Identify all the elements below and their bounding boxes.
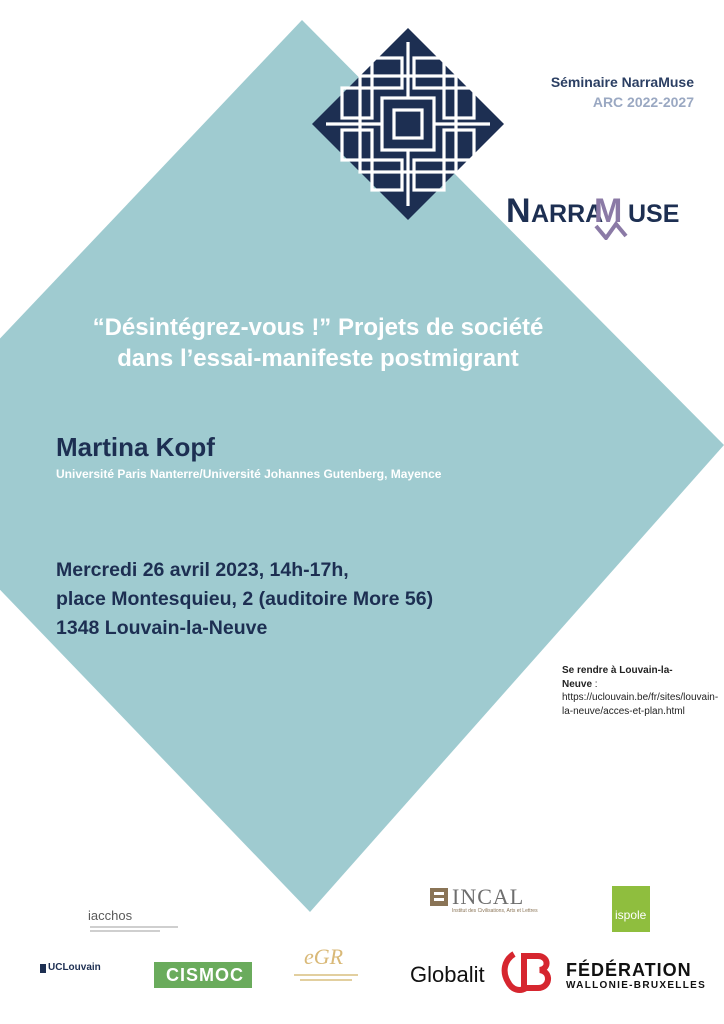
talk-title-line1: “Désintégrez-vous !” Projets de société xyxy=(92,314,544,341)
access-url[interactable]: https://uclouvain.be/fr/sites/louvain-la-neuve/acces-et-plan.html xyxy=(562,692,719,717)
narramuse-logo xyxy=(506,184,696,240)
speaker-name: Martina Kopf xyxy=(56,432,215,462)
event-city-line: 1348 Louvain-la-Neuve xyxy=(56,617,268,639)
narramuse-logo-n: N xyxy=(506,192,531,230)
uclouvain-logo-text: UCLouvain xyxy=(48,962,101,973)
event-details xyxy=(56,556,433,643)
cismoc-logo-text: CISMOC xyxy=(166,965,244,985)
speaker-affiliation: Université Paris Nanterre/Université Johannes Gutenberg, Mayence xyxy=(56,467,442,481)
egr-logo xyxy=(294,944,358,984)
narramuse-logo-use: USE xyxy=(628,200,680,228)
geometric-ornament xyxy=(312,28,504,220)
ispole-logo xyxy=(612,886,650,932)
ispole-logo-text: ispole xyxy=(615,908,647,922)
access-label: Se rendre à Louvain-la-Neuve xyxy=(562,665,673,690)
talk-title-line2: dans l’essai-manifeste postmigrant xyxy=(117,345,519,372)
event-place-line: place Montesquieu, 2 (auditoire More 56) xyxy=(56,588,434,610)
iacchos-logo-text: iacchos xyxy=(88,908,133,923)
narramuse-logo-arra: ARRA xyxy=(531,200,604,228)
iacchos-logo xyxy=(88,908,184,934)
egr-logo-text: eGR xyxy=(304,944,344,969)
globalit-logo: Globalit xyxy=(410,962,485,987)
federation-wb-icon xyxy=(500,950,554,994)
incal-logo-subtitle: Institut des Civilisations, Arts et Lettres xyxy=(452,908,538,914)
wallonie-bruxelles-text: WALLONIE-BRUXELLES xyxy=(566,980,707,991)
access-info: Se rendre à Louvain-la-Neuve : https://uclouvain.be/fr/sites/louvain-la-neuve/acces-et-plan.html xyxy=(562,665,719,717)
federation-wb-logo xyxy=(566,960,707,994)
cismoc-logo xyxy=(154,962,252,988)
seminar-title: Séminaire NarraMuse xyxy=(550,74,694,90)
seminar-years: ARC 2022-2027 xyxy=(592,94,694,110)
uclouvain-logo xyxy=(40,962,120,976)
talk-title xyxy=(40,312,596,374)
narramuse-logo-m: M xyxy=(594,192,623,230)
incal-logo-text: INCAL xyxy=(452,884,525,909)
incal-logo xyxy=(430,886,550,916)
event-date-line: Mercredi 26 avril 2023, 14h-17h, xyxy=(56,559,349,581)
federation-text: FÉDÉRATION xyxy=(566,960,692,980)
